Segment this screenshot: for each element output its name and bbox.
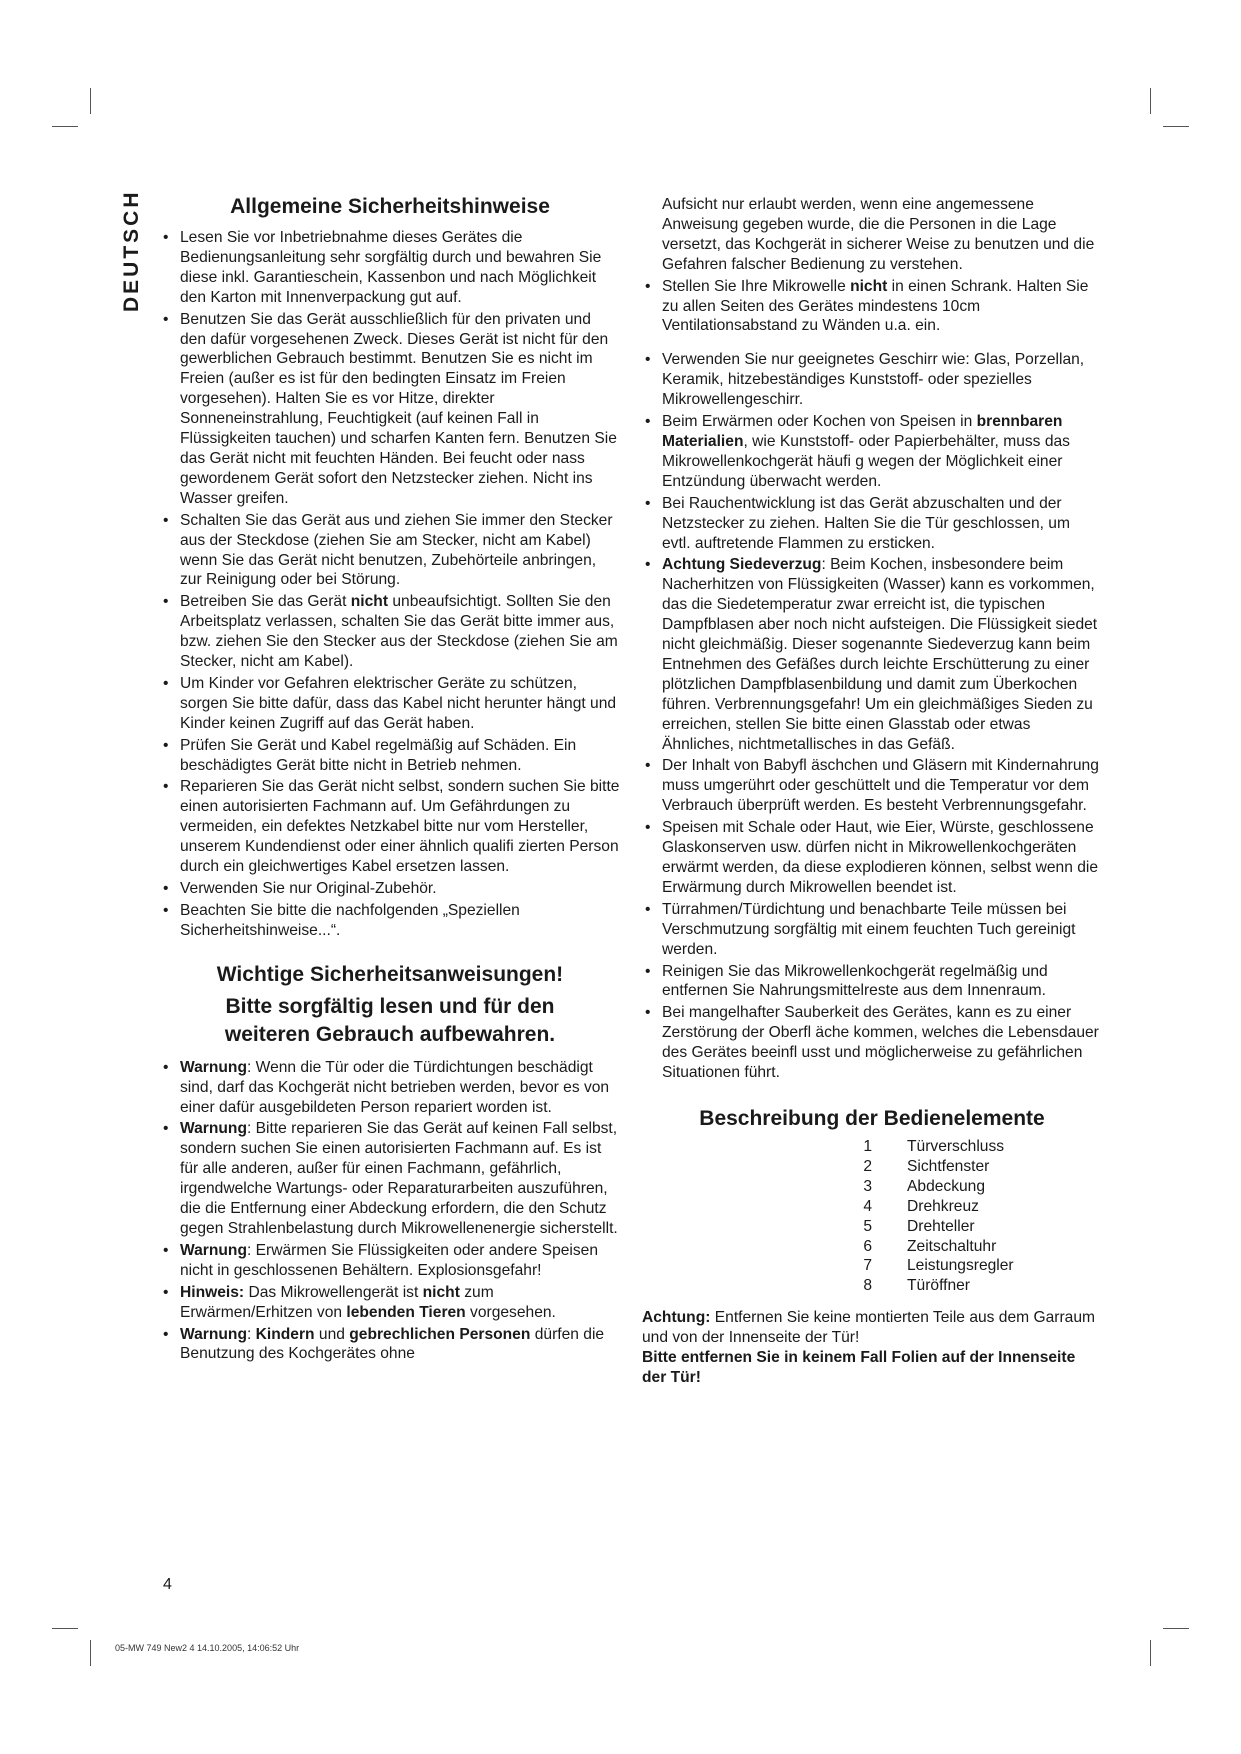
safety-item: • Speisen mit Schale oder Haut, wie Eier, Würste, geschlossene Glaskonserven usw. dürfen nicht in Mikrowellenkochgeräten erwärmt werden, da diese explodieren können, selbst wenn die Erwärmung durch Mikrowellen beendet ist. xyxy=(642,818,1102,898)
important-safety-title-2: Bitte sorgfältig lesen und für den xyxy=(225,994,555,1018)
warning-lead: Warnung xyxy=(180,1120,247,1138)
control-number: 4 xyxy=(863,1197,872,1215)
control-number: 6 xyxy=(863,1237,872,1255)
emphasis: brennbaren Materialien xyxy=(662,413,1063,450)
print-footer: 05-MW 749 New2 4 14.10.2005, 14:06:52 Uhr xyxy=(115,1643,300,1653)
safety-item: • Benutzen Sie das Gerät ausschließlich für den privaten und den dafür vorgesehenen Zweck. Dieses Gerät ist nicht für den gewerblichen Gebrauch bestimmt. Benutzen Sie es nicht im Freien (außer es ist für den bedingten Einsatz im Freien vorgesehen). Halten Sie es vor Hitze, direkter Sonneneinstrahlung, Feuchtigkeit (auf keinen Fall in Flüssigkeiten tauchen) und scharfen Kanten fern. Benutzen Sie das Gerät nicht mit feuchten Händen. Bei feucht oder nass gewordenem Gerät sofort den Netzstecker ziehen. Nicht ins Wasser greifen. xyxy=(160,310,620,509)
control-label: Leistungsregler xyxy=(907,1257,1014,1275)
general-safety-list xyxy=(160,228,620,941)
side-language-label: DEUTSCH xyxy=(120,189,143,312)
controls-title: Beschreibung der Bedienelemente xyxy=(699,1106,1045,1130)
safety-item: • Beim Erwärmen oder Kochen von Speisen in brennbaren Materialien, wie Kunststoff- oder Papierbehälter, muss das Mikrowellenkochgerät häufi g wegen der Möglichkeit einer Entzündung überwacht werden. xyxy=(642,412,1102,492)
emphasis: nicht xyxy=(422,1283,460,1301)
safety-item: • Reinigen Sie das Mikrowellenkochgerät regelmäßig und entfernen Sie Nahrungsmittelreste aus dem Innenraum. xyxy=(642,962,1102,1002)
warning-item: • Warnung: Bitte reparieren Sie das Gerät auf keinen Fall selbst, sondern suchen Sie einen autorisierten Fachmann auf. Es ist für alle anderen, außer für einen Fachmann, gefährlich, irgendwelche Wartungs- oder Reparaturarbeiten auszuführen, die die Entfernung einer Abdeckung erfordern, die den Schutz gegen Strahlenbelastung durch Mikrowellenenergie sicherstellt. xyxy=(160,1119,620,1238)
right-column xyxy=(642,195,1102,1388)
left-column xyxy=(160,195,620,1366)
safety-item: • Bei mangelhafter Sauberkeit des Gerätes, kann es zu einer Zerstörung der Oberfl äche kommen, welches die Lebensdauer des Gerätes beeinfl usst und möglicherweise zu gefährlichen Situationen führt. xyxy=(642,1003,1102,1083)
general-safety-title: Allgemeine Sicherheitshinweise xyxy=(230,195,550,218)
warning-lead: Hinweis: xyxy=(180,1283,245,1301)
emphasis: lebenden Tieren xyxy=(346,1303,466,1321)
warning-lead: Warnung xyxy=(180,1241,247,1259)
notice-bold: Bitte entfernen Sie in keinem Fall Folien auf der Innenseite der Tür! xyxy=(642,1349,1076,1386)
emphasis: nicht xyxy=(350,593,389,611)
safety-item: • Um Kinder vor Gefahren elektrischer Geräte zu schützen, sorgen Sie bitte dafür, dass das Kabel nicht herunter hängt und Kinder keinen Zugriff auf das Gerät haben. xyxy=(160,674,620,734)
crop-mark xyxy=(52,126,78,127)
warning-item: • Warnung: Erwärmen Sie Flüssigkeiten oder andere Speisen nicht in geschlossenen Behältern. Explosionsgefahr! xyxy=(160,1241,620,1281)
emphasis: nicht xyxy=(850,277,888,295)
emphasis: Kindern xyxy=(255,1325,315,1343)
important-safety-title-1: Wichtige Sicherheitsanweisungen! xyxy=(216,962,564,986)
crop-mark xyxy=(90,1640,91,1666)
page-number: 4 xyxy=(163,1576,172,1593)
control-number: 8 xyxy=(863,1277,872,1295)
controls-table xyxy=(742,1137,1102,1296)
safety-item: • Bei Rauchentwicklung ist das Gerät abzuschalten und der Netzstecker zu ziehen. Halten Sie die Tür geschlossen, um evtl. auftretende Flammen zu ersticken. xyxy=(642,494,1102,554)
safety-item: • Beachten Sie bitte die nachfolgenden „Speziellen Sicherheitshinweise...“. xyxy=(160,901,620,941)
safety-item: • Lesen Sie vor Inbetriebnahme dieses Gerätes die Bedienungsanleitung sehr sorgfältig durch und bewahren Sie diese inkl. Garantieschein, Kassenbon und nach Möglichkeit den Karton mit Innenverpackung gut auf. xyxy=(160,228,620,308)
warning-lead: Warnung xyxy=(180,1325,247,1343)
safety-item: • Betreiben Sie das Gerät nicht unbeaufsichtigt. Sollten Sie den Arbeitsplatz verlassen, schalten Sie das Gerät bitte immer aus, bzw. ziehen Sie den Stecker aus der Steckdose (ziehen Sie am Stecker, nicht am Kabel). xyxy=(160,592,620,672)
crop-mark xyxy=(1163,1628,1189,1629)
control-label: Drehkreuz xyxy=(907,1197,979,1215)
notice-lead: Achtung: xyxy=(642,1309,711,1327)
safety-item: • Schalten Sie das Gerät aus und ziehen Sie immer den Stecker aus der Steckdose (ziehen Sie am Stecker, nicht am Kabel) wenn Sie das Gerät nicht benutzen, Zubehörteile anbringen, zur Reinigung oder bei Störung. xyxy=(160,511,620,591)
notice-text: Entfernen Sie keine montierten Teile aus dem Garraum und von der Innenseite der Tür! xyxy=(642,1309,1095,1347)
control-number: 1 xyxy=(863,1137,872,1155)
warning-lead: Warnung xyxy=(180,1058,247,1076)
crop-mark xyxy=(90,88,91,114)
safety-item: • Verwenden Sie nur Original-Zubehör. xyxy=(160,879,620,899)
safety-item: • Verwenden Sie nur geeignetes Geschirr wie: Glas, Porzellan, Keramik, hitzebeständiges Kunststoff- oder spezielles Mikrowellengeschirr. xyxy=(642,350,1102,410)
crop-mark xyxy=(1150,88,1151,114)
crop-mark xyxy=(1150,1640,1151,1666)
control-number: 7 xyxy=(863,1257,872,1275)
control-number: 3 xyxy=(863,1177,872,1195)
continuation-paragraph: Aufsicht nur erlaubt werden, wenn eine angemessene Anweisung gegeben wurde, die die Personen in die Lage versetzt, das Kochgerät in sicherer Weise zu benutzen und die Gefahren falscher Bedienung zu verstehen. xyxy=(662,196,1095,273)
control-label: Abdeckung xyxy=(907,1177,986,1195)
safety-item: • Stellen Sie Ihre Mikrowelle nicht in einen Schrank. Halten Sie zu allen Seiten des Gerätes mindestens 10cm Ventilationsabstand zu Wänden u.a. ein. xyxy=(642,277,1102,337)
important-safety-list xyxy=(160,1058,620,1365)
safety-item: • Achtung Siedeverzug: Beim Kochen, insbesondere beim Nacherhitzen von Flüssigkeiten (Wasser) kann es vorkommen, das die Siedetemperatur zwar erreicht ist, die typischen Dampfblasen aber noch nicht aufsteigen. Die Flüssigkeit siedet nicht gleichmäßig. Dieser sogenannte Siedeverzug kann beim Entnehmen des Gefäßes durch leichte Erschütterung zu einer plötzlichen Dampfblasenbildung und damit zum Überkochen führen. Verbrennungsgefahr! Um ein gleichmäßiges Sieden zu erreichen, stellen Sie bitte einen Glasstab oder etwas Ähnliches, nichtmetallisches in das Gefäß. xyxy=(642,555,1102,754)
control-label: Drehteller xyxy=(907,1217,975,1235)
crop-mark xyxy=(52,1628,78,1629)
important-safety-title-3: weiteren Gebrauch aufbewahren. xyxy=(224,1022,556,1046)
emphasis: Achtung Siedeverzug xyxy=(662,556,822,574)
safety-item: • Reparieren Sie das Gerät nicht selbst, sondern suchen Sie bitte einen autorisierten Fachmann auf. Um Gefährdungen zu vermeiden, ein defektes Netzkabel bitte nur vom Hersteller, unserem Kundendienst oder einer ähnlich qualifi zierten Person durch ein gleichwertiges Kabel ersetzen lassen. xyxy=(160,777,620,877)
control-number: 5 xyxy=(863,1217,872,1235)
crop-mark xyxy=(1163,126,1189,127)
warning-item: • Warnung: Kindern und gebrechlichen Personen dürfen die Benutzung des Kochgerätes ohne xyxy=(160,1325,620,1365)
warning-item: • Hinweis: Das Mikrowellengerät ist nicht zum Erwärmen/Erhitzen von lebenden Tieren vorgesehen. xyxy=(160,1283,620,1323)
control-label: Sichtfenster xyxy=(907,1157,990,1175)
safety-list-continued xyxy=(642,277,1102,1083)
safety-item: • Türrahmen/Türdichtung und benachbarte Teile müssen bei Verschmutzung sorgfältig mit einem feuchten Tuch gereinigt werden. xyxy=(642,900,1102,960)
control-number: 2 xyxy=(863,1157,872,1175)
control-label: Zeitschaltuhr xyxy=(907,1237,997,1255)
control-label: Türverschluss xyxy=(907,1137,1005,1155)
control-label: Türöffner xyxy=(907,1277,970,1295)
safety-item: • Der Inhalt von Babyfl äschchen und Gläsern mit Kindernahrung muss umgerührt oder geschüttelt und die Temperatur vor dem Verbrauch überprüft werden. Es besteht Verbrennungsgefahr. xyxy=(642,756,1102,816)
safety-item: • Prüfen Sie Gerät und Kabel regelmäßig auf Schäden. Ein beschädigtes Gerät bitte nicht in Betrieb nehmen. xyxy=(160,736,620,776)
warning-item: • Warnung: Wenn die Tür oder die Türdichtungen beschädigt sind, darf das Kochgerät nicht betrieben werden, bevor es von einer dafür ausgebildeten Person repariert worden ist. xyxy=(160,1058,620,1118)
emphasis: gebrechlichen Personen xyxy=(349,1325,531,1343)
notice-paragraph xyxy=(642,1308,1102,1348)
